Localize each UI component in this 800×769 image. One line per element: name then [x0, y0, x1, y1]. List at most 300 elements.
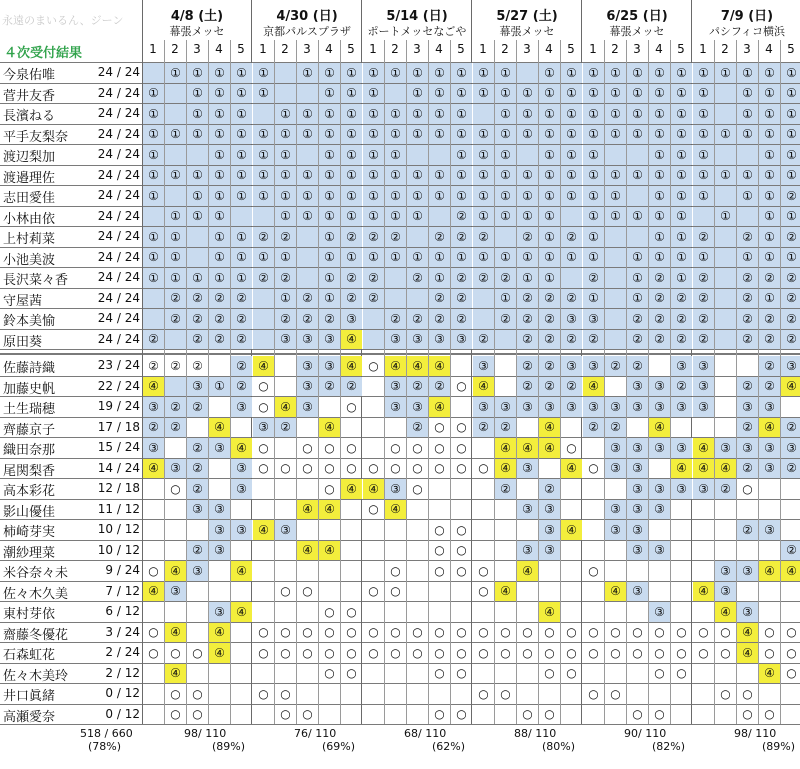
entry-mark: ①: [456, 65, 467, 80]
entry-mark: ①: [676, 65, 687, 80]
entry-mark: ①: [676, 270, 687, 285]
member-name: 佐々木久美: [3, 586, 69, 602]
entry-cell: [517, 459, 538, 479]
part-number: 3: [303, 42, 311, 56]
entry-mark: ①: [412, 127, 423, 142]
entry-mark: ③: [544, 502, 555, 517]
entry-cell-highlight: [539, 438, 560, 458]
entry-cell: [319, 664, 340, 684]
entry-mark: ○: [324, 645, 335, 660]
event-venue: 幕張メッセ: [499, 25, 555, 38]
entry-cell: [429, 166, 450, 186]
entry-mark: ○: [258, 461, 269, 476]
entry-mark: ○: [676, 645, 687, 660]
entry-mark: ①: [412, 168, 423, 183]
part-number: 3: [523, 42, 531, 56]
entry-mark: ④: [324, 420, 335, 435]
row-divider: [0, 704, 800, 705]
entry-mark: ①: [478, 147, 489, 162]
entry-cell: [253, 289, 274, 309]
entry-cell: [429, 418, 450, 438]
entry-cell-highlight: [495, 459, 516, 479]
entry-cell: [209, 145, 230, 165]
entry-cell: [649, 479, 670, 499]
entry-cell: [407, 643, 428, 663]
entry-cell: [583, 356, 604, 376]
entry-mark: ③: [192, 502, 203, 517]
entry-cell: [715, 248, 736, 268]
entry-mark: ③: [632, 584, 643, 599]
entry-cell: [187, 63, 208, 83]
entry-mark: ③: [214, 440, 225, 455]
entry-cell: [165, 705, 186, 725]
entry-mark: ○: [434, 625, 445, 640]
entry-cell: [671, 330, 692, 350]
entry-mark: ①: [434, 86, 445, 101]
entry-mark: ③: [588, 311, 599, 326]
entry-mark: ③: [390, 379, 401, 394]
member-score: 15 / 24: [97, 440, 140, 454]
entry-cell: [275, 330, 296, 350]
entry-mark: ○: [412, 645, 423, 660]
entry-mark: ①: [698, 65, 709, 80]
entry-cell-highlight: [385, 500, 406, 520]
entry-mark: ○: [324, 604, 335, 619]
entry-mark: ①: [588, 250, 599, 265]
event-percent: (69%): [322, 740, 356, 753]
entry-cell: [583, 207, 604, 227]
entry-mark: ③: [566, 358, 577, 373]
entry-cell: [363, 500, 384, 520]
entry-mark: ①: [192, 270, 203, 285]
entry-mark: ①: [368, 188, 379, 203]
entry-mark: ②: [566, 229, 577, 244]
entry-mark: ②: [368, 229, 379, 244]
event-date: 5/14 (日): [386, 9, 448, 24]
entry-cell: [495, 330, 516, 350]
entry-mark: ○: [368, 625, 379, 640]
entry-cell-highlight: [781, 377, 800, 397]
entry-cell: [143, 418, 164, 438]
entry-cell: [671, 268, 692, 288]
entry-cell: [429, 268, 450, 288]
entry-cell: [385, 145, 406, 165]
entry-cell: [495, 227, 516, 247]
entry-mark: ②: [764, 379, 775, 394]
entry-cell: [627, 207, 648, 227]
entry-cell: [165, 125, 186, 145]
entry-mark: ①: [764, 209, 775, 224]
member-name: 佐藤詩織: [3, 361, 56, 376]
entry-mark: ①: [544, 127, 555, 142]
entry-cell: [781, 63, 800, 83]
entry-cell: [429, 377, 450, 397]
entry-cell: [627, 541, 648, 561]
entry-cell: [759, 227, 780, 247]
entry-mark: ④: [698, 584, 709, 599]
entry-cell: [385, 309, 406, 329]
part-number: 5: [787, 42, 795, 56]
member-score: 2 / 12: [105, 665, 140, 680]
entry-cell: [495, 63, 516, 83]
entry-mark: ①: [214, 106, 225, 121]
entry-mark: ①: [610, 106, 621, 121]
entry-cell: [275, 684, 296, 704]
entry-cell: [187, 289, 208, 309]
entry-cell: [517, 104, 538, 124]
entry-mark: ③: [258, 420, 269, 435]
entry-mark: ○: [258, 645, 269, 660]
entry-cell: [759, 63, 780, 83]
entry-mark: ①: [368, 250, 379, 265]
entry-cell: [297, 438, 318, 458]
entry-cell: [231, 166, 252, 186]
entry-mark: ①: [588, 229, 599, 244]
entry-cell: [539, 309, 560, 329]
entry-mark: ①: [324, 65, 335, 80]
entry-mark: ①: [698, 168, 709, 183]
entry-mark: ○: [148, 645, 159, 660]
entry-mark: ○: [346, 440, 357, 455]
entry-mark: ①: [500, 209, 511, 224]
entry-mark: ③: [170, 461, 181, 476]
entry-cell: [561, 125, 582, 145]
entry-cell: [165, 104, 186, 124]
entry-cell: [715, 268, 736, 288]
entry-mark: ①: [764, 127, 775, 142]
entry-cell: [605, 125, 626, 145]
entry-mark: ②: [588, 420, 599, 435]
entry-cell: [649, 125, 670, 145]
entry-cell: [627, 330, 648, 350]
entry-cell: [693, 623, 714, 643]
entry-cell: [759, 643, 780, 663]
entry-mark: ③: [610, 522, 621, 537]
entry-mark: ○: [434, 666, 445, 681]
entry-mark: ①: [346, 65, 357, 80]
entry-cell: [495, 207, 516, 227]
entry-mark: ①: [588, 86, 599, 101]
entry-cell: [649, 207, 670, 227]
entry-mark: ○: [478, 461, 489, 476]
entry-mark: ③: [720, 440, 731, 455]
entry-mark: ①: [522, 168, 533, 183]
entry-cell: [253, 438, 274, 458]
entry-cell: [297, 268, 318, 288]
entry-mark: ②: [742, 420, 753, 435]
entry-cell: [715, 166, 736, 186]
entry-mark: ①: [478, 168, 489, 183]
entry-cell: [231, 186, 252, 206]
entry-cell: [715, 104, 736, 124]
entry-mark: ①: [676, 147, 687, 162]
entry-mark: ①: [236, 270, 247, 285]
entry-cell: [187, 309, 208, 329]
entry-cell: [583, 623, 604, 643]
entry-mark: ①: [192, 106, 203, 121]
entry-mark: ①: [588, 168, 599, 183]
entry-mark: ①: [500, 188, 511, 203]
entry-mark: ②: [544, 332, 555, 347]
entry-mark: ②: [148, 358, 159, 373]
entry-cell: [187, 186, 208, 206]
entry-cell: [715, 582, 736, 602]
entry-mark: ④: [786, 379, 797, 394]
entry-mark: ○: [170, 645, 181, 660]
entry-cell: [671, 166, 692, 186]
entry-cell: [627, 84, 648, 104]
member-name: 潮紗理菜: [3, 545, 56, 561]
entry-mark: ④: [654, 420, 665, 435]
entry-mark: ②: [654, 311, 665, 326]
entry-mark: ①: [698, 106, 709, 121]
entry-mark: ①: [742, 127, 753, 142]
entry-mark: ②: [500, 311, 511, 326]
entry-mark: ④: [214, 625, 225, 640]
entry-mark: ①: [522, 250, 533, 265]
entry-mark: ①: [588, 147, 599, 162]
entry-cell: [473, 145, 494, 165]
entry-mark: ③: [522, 502, 533, 517]
entry-mark: ②: [742, 461, 753, 476]
entry-mark: ①: [544, 65, 555, 80]
entry-cell: [297, 125, 318, 145]
entry-cell: [187, 330, 208, 350]
entry-mark: ○: [280, 461, 291, 476]
entry-cell: [429, 248, 450, 268]
entry-cell-highlight: [165, 664, 186, 684]
member-score: 24 / 24: [97, 208, 140, 223]
entry-mark: ①: [764, 250, 775, 265]
entry-mark: ○: [654, 666, 665, 681]
entry-mark: ③: [148, 399, 159, 414]
entry-mark: ①: [544, 147, 555, 162]
entry-cell: [737, 684, 758, 704]
entry-mark: ○: [478, 625, 489, 640]
entry-cell: [517, 248, 538, 268]
entry-mark: ①: [500, 127, 511, 142]
entry-cell: [253, 145, 274, 165]
entry-mark: ②: [522, 291, 533, 306]
member-score: 7 / 12: [105, 583, 140, 598]
entry-mark: ②: [236, 311, 247, 326]
entry-mark: ③: [478, 399, 489, 414]
entry-cell-highlight: [231, 561, 252, 581]
entry-mark: ①: [192, 86, 203, 101]
entry-mark: ○: [280, 707, 291, 722]
entry-cell: [341, 207, 362, 227]
entry-cell: [495, 166, 516, 186]
entry-mark: ○: [390, 584, 401, 599]
entry-cell: [341, 248, 362, 268]
entry-mark: ②: [566, 291, 577, 306]
entry-mark: ①: [654, 86, 665, 101]
entry-cell: [715, 186, 736, 206]
entry-mark: ②: [742, 522, 753, 537]
entry-cell: [561, 330, 582, 350]
entry-cell: [319, 459, 340, 479]
entry-cell: [737, 602, 758, 622]
entry-cell: [275, 705, 296, 725]
entry-mark: ④: [148, 379, 159, 394]
entry-mark: ○: [302, 584, 313, 599]
entry-cell: [495, 623, 516, 643]
entry-cell: [187, 643, 208, 663]
entry-cell: [209, 207, 230, 227]
entry-mark: ②: [698, 332, 709, 347]
entry-cell-highlight: [341, 356, 362, 376]
part-number: 3: [633, 42, 641, 56]
entry-cell: [715, 227, 736, 247]
entry-cell: [407, 207, 428, 227]
entry-cell: [385, 330, 406, 350]
entry-cell: [671, 125, 692, 145]
entry-mark: ①: [324, 86, 335, 101]
entry-cell: [517, 643, 538, 663]
member-name: 今泉佑唯: [3, 68, 56, 83]
entry-mark: ②: [676, 332, 687, 347]
entry-mark: ○: [544, 707, 555, 722]
entry-cell: [671, 309, 692, 329]
entry-cell: [253, 268, 274, 288]
entry-mark: ④: [500, 461, 511, 476]
entry-mark: ②: [236, 379, 247, 394]
entry-mark: ②: [742, 291, 753, 306]
entry-cell: [649, 248, 670, 268]
row-divider: [0, 601, 800, 602]
entry-cell: [165, 684, 186, 704]
entry-cell: [583, 227, 604, 247]
entry-cell: [649, 643, 670, 663]
entry-mark: ②: [566, 379, 577, 394]
entry-mark: ②: [742, 311, 753, 326]
entry-cell: [649, 84, 670, 104]
entry-mark: ①: [610, 168, 621, 183]
entry-cell: [495, 248, 516, 268]
entry-cell: [561, 84, 582, 104]
entry-cell: [693, 104, 714, 124]
entry-mark: ④: [148, 461, 159, 476]
entry-mark: ○: [434, 645, 445, 660]
entry-cell: [187, 356, 208, 376]
entry-mark: ②: [786, 188, 797, 203]
entry-mark: ②: [676, 291, 687, 306]
entry-cell: [671, 623, 692, 643]
entry-cell: [715, 330, 736, 350]
entry-cell: [671, 643, 692, 663]
entry-cell: [143, 356, 164, 376]
watermark: 永遠のまいるん、ジーン: [2, 14, 124, 27]
entry-cell: [253, 186, 274, 206]
entry-mark: ②: [720, 481, 731, 496]
entry-cell: [561, 643, 582, 663]
entry-mark: ①: [500, 250, 511, 265]
entry-mark: ①: [192, 65, 203, 80]
entry-cell: [495, 643, 516, 663]
entry-mark: ○: [500, 686, 511, 701]
entry-mark: ①: [764, 86, 775, 101]
entry-cell: [341, 227, 362, 247]
entry-cell-highlight: [561, 459, 582, 479]
entry-cell: [605, 623, 626, 643]
entry-mark: ○: [456, 707, 467, 722]
entry-mark: ②: [698, 270, 709, 285]
entry-cell: [671, 664, 692, 684]
entry-mark: ②: [236, 332, 247, 347]
entry-mark: ③: [390, 332, 401, 347]
entry-cell: [319, 145, 340, 165]
entry-cell: [583, 418, 604, 438]
entry-cell: [165, 207, 186, 227]
entry-cell: [429, 227, 450, 247]
entry-cell: [693, 125, 714, 145]
entry-cell: [451, 248, 472, 268]
entry-mark: ①: [214, 229, 225, 244]
entry-cell: [407, 459, 428, 479]
entry-mark: ②: [192, 332, 203, 347]
entry-mark: ④: [236, 563, 247, 578]
entry-cell-highlight: [209, 418, 230, 438]
entry-cell: [539, 330, 560, 350]
part-number: 1: [259, 42, 267, 56]
member-score: 17 / 18: [97, 419, 140, 434]
entry-cell: [671, 479, 692, 499]
entry-cell: [561, 227, 582, 247]
entry-mark: ②: [346, 229, 357, 244]
entry-cell: [759, 459, 780, 479]
entry-cell: [275, 63, 296, 83]
entry-cell: [693, 643, 714, 663]
entry-cell: [605, 459, 626, 479]
entry-cell: [517, 227, 538, 247]
entry-cell-highlight: [693, 459, 714, 479]
entry-cell: [737, 84, 758, 104]
entry-cell: [451, 227, 472, 247]
entry-cell: [715, 63, 736, 83]
entry-cell: [473, 63, 494, 83]
entry-mark: ①: [456, 127, 467, 142]
entry-cell: [209, 438, 230, 458]
entry-cell: [583, 186, 604, 206]
member-score: 24 / 24: [97, 290, 140, 305]
entry-cell: [781, 125, 800, 145]
entry-mark: ②: [170, 358, 181, 373]
entry-cell: [517, 330, 538, 350]
part-number: 2: [281, 42, 289, 56]
entry-cell: [297, 227, 318, 247]
entry-cell: [715, 438, 736, 458]
entry-mark: ①: [610, 86, 621, 101]
entry-cell: [385, 63, 406, 83]
entry-mark: ④: [236, 604, 247, 619]
entry-cell: [495, 268, 516, 288]
entry-mark: ④: [346, 358, 357, 373]
entry-cell: [231, 63, 252, 83]
entry-mark: ①: [522, 188, 533, 203]
entry-cell: [407, 289, 428, 309]
entry-cell: [187, 166, 208, 186]
entry-cell: [649, 289, 670, 309]
entry-cell: [429, 145, 450, 165]
entry-mark: ○: [368, 645, 379, 660]
entry-cell: [319, 268, 340, 288]
entry-cell: [715, 145, 736, 165]
event-percent: (80%): [542, 740, 576, 753]
entry-cell: [715, 684, 736, 704]
entry-cell: [473, 582, 494, 602]
entry-mark: ①: [214, 168, 225, 183]
entry-mark: ③: [478, 358, 489, 373]
